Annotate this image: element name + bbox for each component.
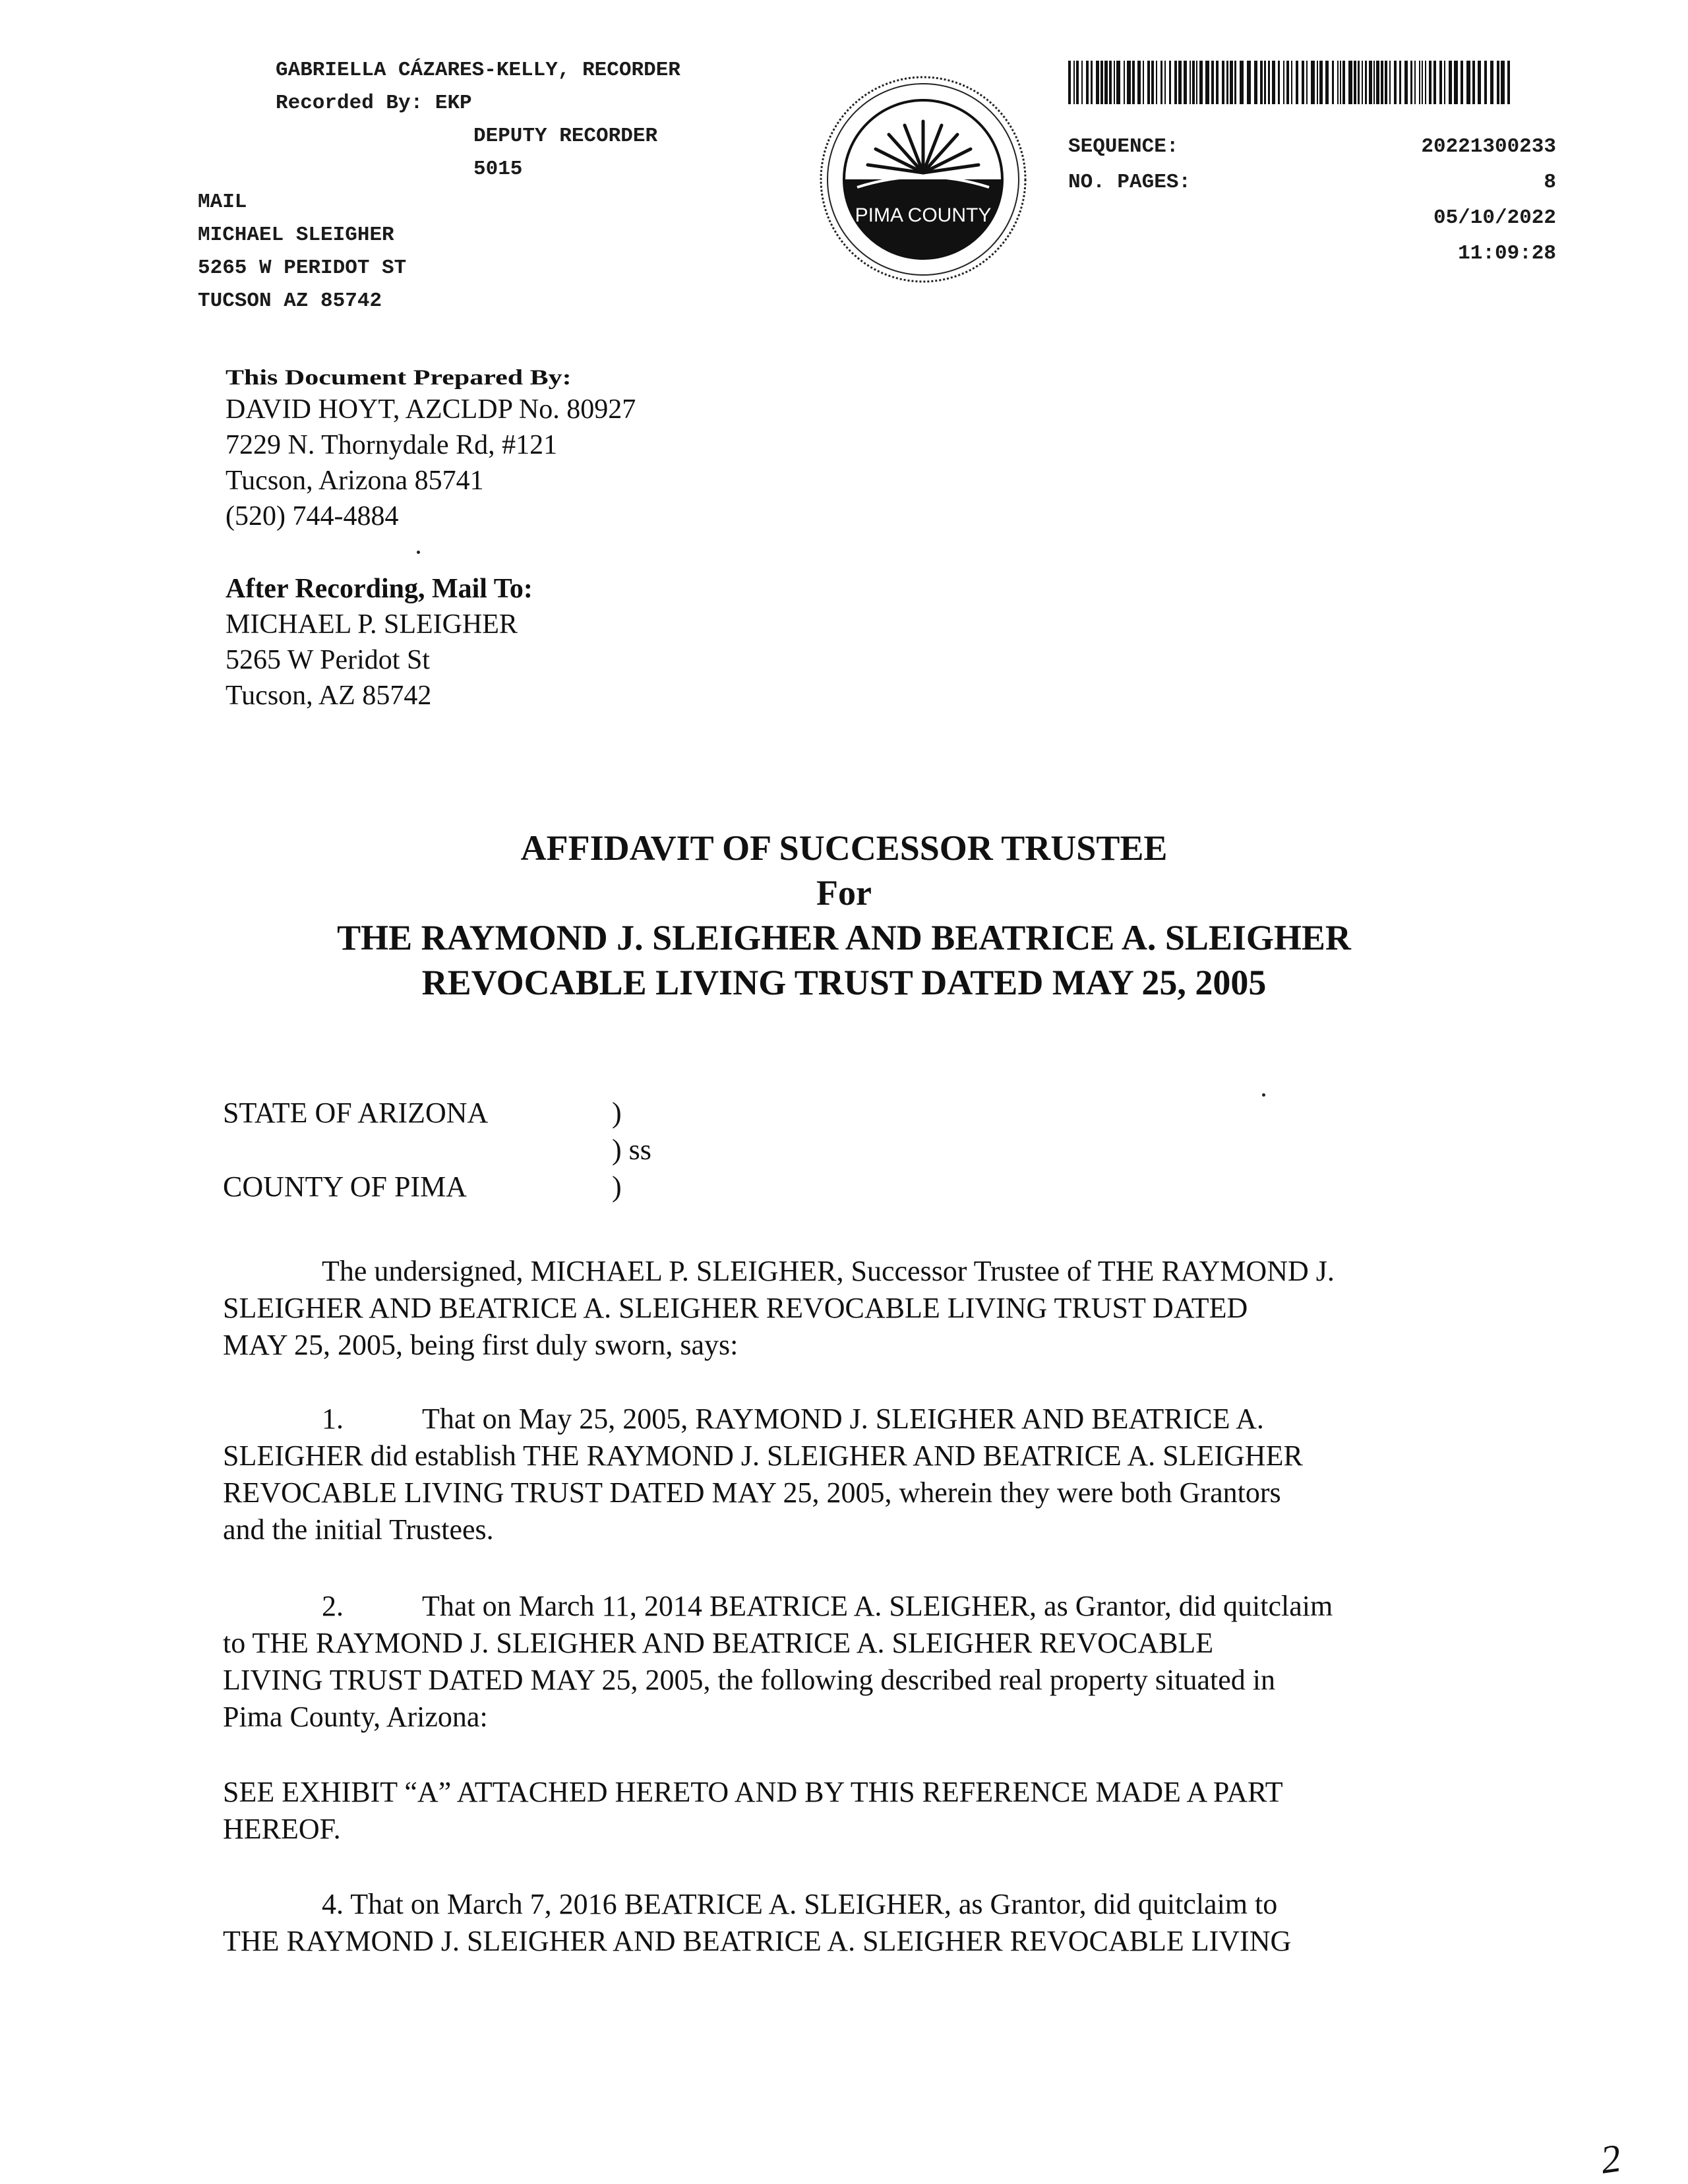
title-line-1: AFFIDAVIT OF SUCCESSOR TRUSTEE xyxy=(520,828,1168,868)
recorded-by: Recorded By: EKP xyxy=(276,92,472,115)
barcode-bar xyxy=(1466,61,1470,104)
barcode-bar xyxy=(1454,61,1458,104)
barcode-bar xyxy=(1433,61,1436,104)
title-line-3: THE RAYMOND J. SLEIGHER AND BEATRICE A. SLEIGHER xyxy=(337,918,1351,957)
sequence-value: 20221300233 xyxy=(1421,135,1556,158)
barcode-bar xyxy=(1497,61,1499,104)
barcode-bar xyxy=(1073,61,1075,104)
barcode-bar xyxy=(1254,61,1257,104)
barcode-bar xyxy=(1291,61,1292,104)
title-line-4: REVOCABLE LIVING TRUST DATED MAY 25, 2005 xyxy=(421,963,1267,1002)
barcode-bar xyxy=(1394,61,1397,104)
return-street: 5265 W Peridot St xyxy=(226,645,430,675)
barcode-bar xyxy=(1404,61,1408,104)
barcode xyxy=(1068,61,1510,104)
barcode-bar xyxy=(1100,61,1103,104)
barcode-bar xyxy=(1160,61,1162,104)
barcode-bar xyxy=(1147,61,1150,104)
barcode-bar xyxy=(1174,61,1177,104)
barcode-bar xyxy=(1086,61,1089,104)
barcode-bar xyxy=(1419,61,1420,104)
paragraph-number: 1. xyxy=(322,1403,344,1435)
barcode-bar xyxy=(1369,61,1372,104)
barcode-bar xyxy=(1425,61,1426,104)
barcode-bar xyxy=(1348,61,1352,104)
barcode-bar xyxy=(1449,61,1452,104)
venue-ss: ) ss xyxy=(612,1134,651,1166)
return-name: MICHAEL P. SLEIGHER xyxy=(226,609,518,640)
intro-line: MAY 25, 2005, being first duly sworn, says: xyxy=(223,1329,738,1361)
barcode-bar xyxy=(1399,61,1401,104)
venue-county: COUNTY OF PIMA xyxy=(223,1170,467,1203)
barcode-bar xyxy=(1091,61,1093,104)
barcode-bar xyxy=(1472,61,1475,104)
seal-text: PIMA COUNTY xyxy=(855,204,992,226)
barcode-bar xyxy=(1278,61,1280,104)
barcode-bar xyxy=(1240,61,1244,104)
barcode-bar xyxy=(1501,61,1505,104)
barcode-bar xyxy=(1164,61,1166,104)
barcode-bar xyxy=(1196,61,1197,104)
barcode-bar xyxy=(1151,61,1154,104)
barcode-bar xyxy=(1137,61,1141,104)
stray-mark xyxy=(1262,1093,1265,1097)
barcode-bar xyxy=(1389,61,1391,104)
title-line-2: For xyxy=(816,873,872,913)
barcode-bar xyxy=(1268,61,1270,104)
barcode-bar xyxy=(1216,61,1219,104)
barcode-bar xyxy=(1096,61,1099,104)
intro-line: SLEIGHER AND BEATRICE A. SLEIGHER REVOCABLE LIVING TRUST DATED xyxy=(223,1292,1248,1324)
document-title xyxy=(0,826,1688,1005)
recorder-name: GABRIELLA CÁZARES-KELLY, RECORDER xyxy=(276,59,680,82)
barcode-bar xyxy=(1127,61,1131,104)
recording-date: 05/10/2022 xyxy=(1433,206,1556,229)
barcode-bar xyxy=(1109,61,1112,104)
pages-label: NO. PAGES: xyxy=(1068,171,1191,194)
sequence-label: SEQUENCE: xyxy=(1068,135,1179,158)
mail-label: MAIL xyxy=(198,191,247,214)
exhibit-reference xyxy=(223,1774,1489,1848)
venue-paren-1: ) xyxy=(612,1097,622,1129)
barcode-bar xyxy=(1484,61,1487,104)
paragraph-line: and the initial Trustees. xyxy=(223,1513,494,1546)
barcode-bar xyxy=(1192,61,1195,104)
barcode-bar xyxy=(1342,61,1345,104)
barcode-bar xyxy=(1260,61,1263,104)
barcode-bar xyxy=(1376,61,1379,104)
barcode-bar xyxy=(1354,61,1356,104)
barcode-bar xyxy=(1373,61,1375,104)
barcode-bar xyxy=(1340,61,1341,104)
barcode-bar xyxy=(1444,61,1445,104)
barcode-bar xyxy=(1156,61,1157,104)
barcode-bar xyxy=(1230,61,1233,104)
barcode-bar xyxy=(1124,61,1125,104)
barcode-bar xyxy=(1178,61,1182,104)
stray-mark xyxy=(417,551,420,554)
prepared-by-heading: This Document Prepared By: xyxy=(226,366,572,390)
paragraph-line: Pima County, Arizona: xyxy=(223,1701,488,1733)
paragraph-line: That on March 11, 2014 BEATRICE A. SLEIGHER, as Grantor, did quitclaim xyxy=(422,1590,1333,1622)
barcode-bar xyxy=(1264,61,1266,104)
intro-line: The undersigned, MICHAEL P. SLEIGHER, Successor Trustee of THE RAYMOND J. xyxy=(322,1255,1335,1287)
barcode-bar xyxy=(1283,61,1284,104)
barcode-bar xyxy=(1306,61,1308,104)
barcode-bar xyxy=(1365,61,1367,104)
barcode-bar xyxy=(1429,61,1432,104)
paragraph-4 xyxy=(223,1886,1489,1960)
barcode-bar xyxy=(1385,61,1387,104)
barcode-bar xyxy=(1410,61,1412,104)
barcode-bar xyxy=(1332,61,1334,104)
preparer-city: Tucson, Arizona 85741 xyxy=(226,466,484,496)
paragraph-line: LIVING TRUST DATED MAY 25, 2005, the following described real property situated in xyxy=(223,1664,1275,1696)
recorder-header xyxy=(276,54,680,186)
barcode-bar xyxy=(1234,61,1236,104)
barcode-bar xyxy=(1169,61,1171,104)
preparer-phone: (520) 744-4884 xyxy=(226,501,399,531)
barcode-bar xyxy=(1199,61,1203,104)
barcode-bar xyxy=(1222,61,1224,104)
return-city: Tucson, AZ 85742 xyxy=(226,681,432,711)
recording-time: 11:09:28 xyxy=(1458,242,1556,265)
preparer-street: 7229 N. Thornydale Rd, #121 xyxy=(226,430,558,460)
after-recording-heading: After Recording, Mail To: xyxy=(226,574,533,604)
barcode-bar xyxy=(1490,61,1493,104)
venue-paren-3: ) xyxy=(612,1170,622,1203)
exhibit-line: SEE EXHIBIT “A” ATTACHED HERETO AND BY THIS REFERENCE MADE A PART xyxy=(223,1776,1283,1808)
barcode-bar xyxy=(1081,61,1083,104)
barcode-bar xyxy=(1132,61,1135,104)
barcode-bar xyxy=(1311,61,1315,104)
preparer-name: DAVID HOYT, AZCLDP No. 80927 xyxy=(226,394,636,425)
paragraph-line: SLEIGHER did establish THE RAYMOND J. SLEIGHER AND BEATRICE A. SLEIGHER xyxy=(223,1440,1303,1472)
barcode-bar xyxy=(1184,61,1187,104)
barcode-bar xyxy=(1319,61,1323,104)
barcode-bar xyxy=(1116,61,1120,104)
barcode-bar xyxy=(1461,61,1463,104)
mail-street: 5265 W PERIDOT ST xyxy=(198,257,407,280)
exhibit-line: HEREOF. xyxy=(223,1813,341,1845)
paragraph-1 xyxy=(223,1401,1489,1548)
barcode-bar xyxy=(1439,61,1442,104)
paragraph-line: REVOCABLE LIVING TRUST DATED MAY 25, 2005, wherein they were both Grantors xyxy=(223,1476,1281,1509)
barcode-bar xyxy=(1190,61,1191,104)
deputy-recorder: DEPUTY RECORDER xyxy=(473,125,658,148)
barcode-bar xyxy=(1205,61,1209,104)
recorder-number: 5015 xyxy=(473,158,523,181)
venue-state: STATE OF ARIZONA xyxy=(223,1097,489,1129)
barcode-bar xyxy=(1286,61,1289,104)
barcode-bar xyxy=(1226,61,1228,104)
barcode-bar xyxy=(1358,61,1360,104)
after-recording-block xyxy=(226,571,533,713)
pima-county-seal xyxy=(818,74,1029,285)
mail-city: TUCSON AZ 85742 xyxy=(198,289,382,313)
barcode-bar xyxy=(1104,61,1108,104)
barcode-bar xyxy=(1143,61,1144,104)
mail-name: MICHAEL SLEIGHER xyxy=(198,224,394,247)
paragraph-line: to THE RAYMOND J. SLEIGHER AND BEATRICE A. SLEIGHER REVOCABLE xyxy=(223,1627,1214,1659)
barcode-bar xyxy=(1414,61,1416,104)
barcode-bar xyxy=(1211,61,1214,104)
barcode-bar xyxy=(1296,61,1298,104)
barcode-bar xyxy=(1507,61,1510,104)
paragraph-line: THE RAYMOND J. SLEIGHER AND BEATRICE A. SLEIGHER REVOCABLE LIVING xyxy=(223,1925,1292,1957)
barcode-bar xyxy=(1114,61,1115,104)
barcode-bar xyxy=(1362,61,1363,104)
barcode-bar xyxy=(1272,61,1275,104)
barcode-bar xyxy=(1325,61,1329,104)
recording-info xyxy=(1068,129,1556,272)
page-number-mark: 2 xyxy=(1598,2136,1624,2182)
barcode-bar xyxy=(1068,61,1071,104)
barcode-bar xyxy=(1478,61,1481,104)
paragraph-number: 2. xyxy=(322,1590,344,1622)
paragraph-line: That on May 25, 2005, RAYMOND J. SLEIGHER AND BEATRICE A. xyxy=(422,1403,1264,1435)
barcode-bar xyxy=(1422,61,1423,104)
mail-to-header xyxy=(198,186,406,318)
paragraph-2 xyxy=(223,1588,1489,1736)
barcode-bar xyxy=(1381,61,1383,104)
paragraph-line: 4. That on March 7, 2016 BEATRICE A. SLEIGHER, as Grantor, did quitclaim to xyxy=(322,1888,1278,1920)
pages-value: 8 xyxy=(1544,171,1556,194)
barcode-bar xyxy=(1076,61,1079,104)
barcode-bar xyxy=(1317,61,1318,104)
barcode-bar xyxy=(1337,61,1339,104)
barcode-bar xyxy=(1247,61,1251,104)
prepared-by-block xyxy=(226,356,636,534)
barcode-bar xyxy=(1302,61,1304,104)
intro-paragraph xyxy=(223,1253,1489,1364)
